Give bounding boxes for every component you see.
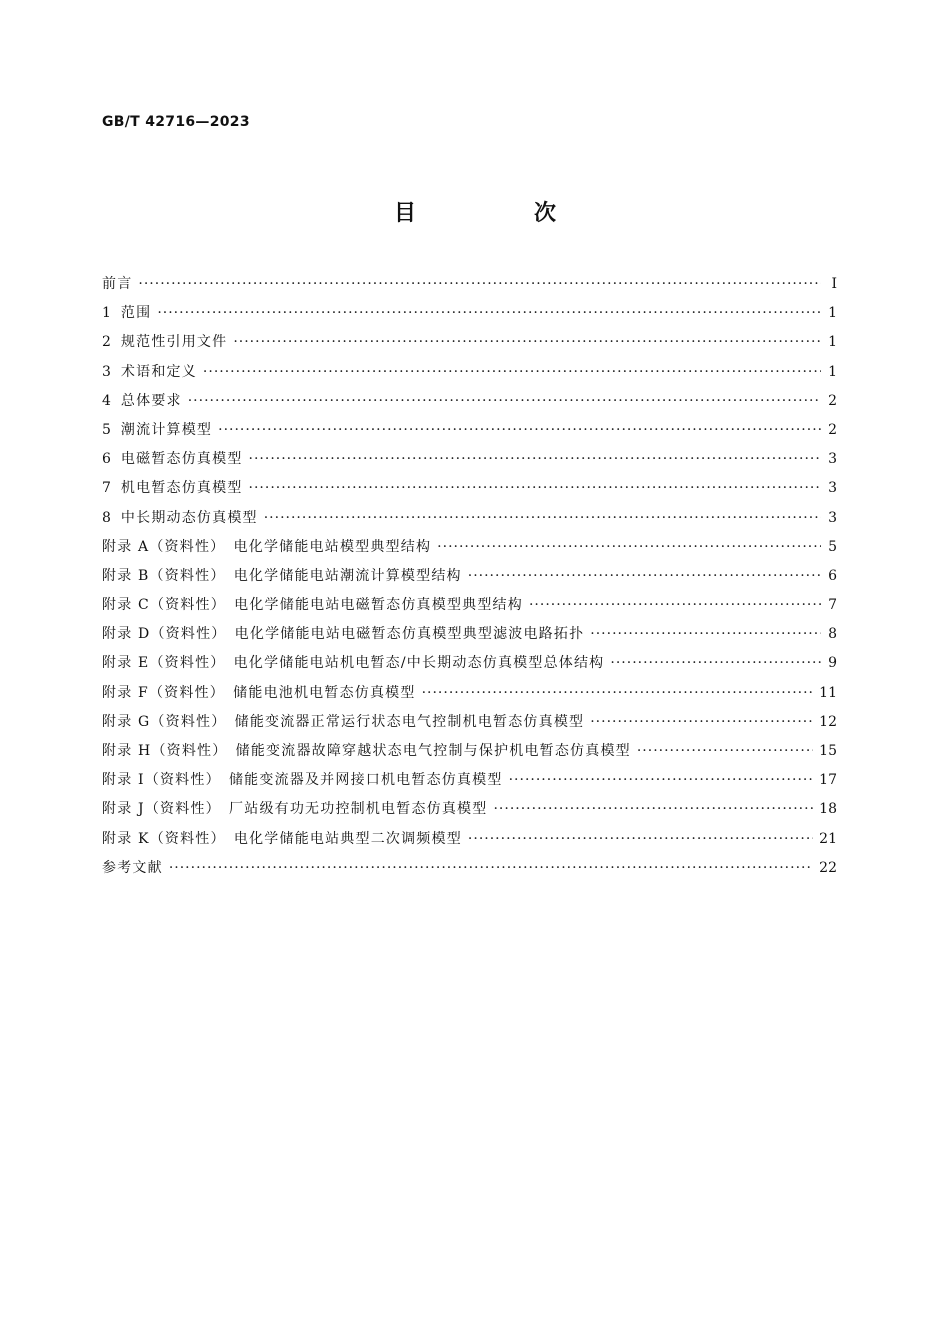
toc-entry-page: Ⅰ	[831, 276, 837, 292]
toc-entry-number: 6	[102, 451, 111, 468]
toc-entry[interactable]	[102, 328, 837, 357]
toc-entry[interactable]	[102, 649, 837, 678]
toc-leader-dots	[590, 620, 821, 649]
toc-entry-title: 附录 G（资料性） 储能变流器正常运行状态电气控制机电暂态仿真模型	[102, 713, 585, 730]
toc-entry[interactable]	[102, 708, 837, 737]
toc-leader-dots	[610, 649, 821, 678]
table-of-contents	[102, 270, 837, 883]
toc-entry-page: 1	[828, 305, 837, 322]
toc-entry-number: 7	[102, 480, 111, 497]
toc-entry-title: 范围	[120, 305, 152, 322]
toc-entry-page: 3	[828, 480, 837, 497]
toc-leader-dots	[422, 679, 814, 708]
toc-leader-dots	[188, 387, 821, 416]
toc-leader-dots	[249, 474, 821, 503]
toc-entry-title: 附录 C（资料性） 电化学储能电站电磁暂态仿真模型典型结构	[102, 597, 523, 614]
toc-leader-dots	[157, 299, 821, 328]
toc-entry[interactable]	[102, 854, 837, 883]
toc-entry-title: 潮流计算模型	[120, 421, 213, 438]
toc-leader-dots	[468, 562, 821, 591]
toc-entry-title: 附录 A（资料性） 电化学储能电站模型典型结构	[102, 538, 432, 555]
toc-entry-page: 9	[828, 655, 837, 672]
toc-entry[interactable]	[102, 533, 837, 562]
toc-entry-page: 18	[819, 801, 837, 818]
toc-entry-title: 附录 F（资料性） 储能电池机电暂态仿真模型	[102, 684, 416, 701]
toc-entry[interactable]	[102, 591, 837, 620]
toc-entry-page: 11	[819, 684, 837, 701]
toc-entry-title: 附录 J（资料性） 厂站级有功无功控制机电暂态仿真模型	[102, 801, 488, 818]
toc-entry-title: 电磁暂态仿真模型	[120, 451, 243, 468]
toc-entry-number: 8	[102, 509, 111, 526]
toc-entry[interactable]	[102, 387, 837, 416]
toc-entry-number: 2	[102, 334, 111, 351]
toc-leader-dots	[249, 445, 821, 474]
toc-entry-page: 17	[819, 772, 837, 789]
toc-leader-dots	[590, 708, 813, 737]
toc-leader-dots	[218, 416, 821, 445]
toc-entry[interactable]	[102, 795, 837, 824]
toc-entry[interactable]	[102, 504, 837, 533]
toc-leader-dots	[468, 825, 813, 854]
toc-entry-page: 15	[819, 743, 837, 759]
toc-leader-dots	[437, 533, 821, 562]
toc-entry-page: 1	[828, 334, 837, 351]
toc-entry-page: 7	[828, 597, 837, 614]
toc-entry-number: 3	[102, 363, 111, 380]
toc-entry-page: 2	[828, 392, 837, 409]
document-code: GB/T 42716—2023	[102, 114, 250, 130]
toc-entry-title: 中长期动态仿真模型	[120, 509, 258, 526]
toc-entry[interactable]	[102, 445, 837, 474]
toc-entry-page: 3	[828, 451, 837, 468]
toc-entry-number: 5	[102, 421, 111, 438]
toc-entry-page: 1	[828, 363, 837, 380]
toc-entry[interactable]	[102, 679, 837, 708]
toc-leader-dots	[264, 504, 821, 533]
toc-entry[interactable]	[102, 620, 837, 649]
toc-entry-page: 8	[828, 626, 837, 643]
toc-entry-title: 附录 B（资料性） 电化学储能电站潮流计算模型结构	[102, 567, 462, 584]
toc-entry[interactable]	[102, 270, 837, 299]
toc-entry-title: 规范性引用文件	[120, 334, 228, 351]
toc-entry-page: 22	[819, 859, 837, 876]
toc-leader-dots	[637, 737, 813, 766]
toc-entry-number: 4	[102, 392, 111, 409]
toc-entry-title: 附录 D（资料性） 电化学储能电站电磁暂态仿真模型典型滤波电路拓扑	[102, 626, 585, 643]
toc-leader-dots	[138, 270, 821, 299]
toc-entry-title: 附录 K（资料性） 电化学储能电站典型二次调频模型	[102, 830, 462, 847]
toc-entry-page: 3	[828, 509, 837, 526]
toc-entry-number: 1	[102, 305, 111, 322]
toc-entry[interactable]	[102, 562, 837, 591]
toc-entry-title: 机电暂态仿真模型	[120, 480, 243, 497]
toc-entry[interactable]	[102, 416, 837, 445]
toc-entry-page: 5	[828, 538, 837, 555]
toc-entry[interactable]	[102, 474, 837, 503]
toc-entry-page: 21	[819, 830, 837, 847]
toc-leader-dots	[169, 854, 813, 883]
toc-entry-title: 术语和定义	[120, 363, 197, 380]
toc-leader-dots	[509, 766, 814, 795]
toc-entry[interactable]	[102, 766, 837, 795]
toc-entry-page: 2	[828, 421, 837, 438]
toc-entry[interactable]	[102, 737, 837, 766]
toc-leader-dots	[203, 358, 821, 387]
toc-entry-title: 前言	[102, 276, 133, 292]
toc-leader-dots	[493, 795, 813, 824]
toc-leader-dots	[529, 591, 821, 620]
toc-entry-title: 附录 E（资料性） 电化学储能电站机电暂态/中长期动态仿真模型总体结构	[102, 655, 605, 672]
toc-entry-page: 12	[819, 713, 837, 730]
toc-entry[interactable]	[102, 299, 837, 328]
toc-entry[interactable]	[102, 358, 837, 387]
toc-entry[interactable]	[102, 825, 837, 854]
toc-entry-title: 参考文献	[102, 859, 163, 876]
toc-entry-page: 6	[828, 567, 837, 584]
toc-entry-title: 附录 H（资料性） 储能变流器故障穿越状态电气控制与保护机电暂态仿真模型	[102, 743, 631, 759]
toc-leader-dots	[233, 328, 821, 357]
toc-entry-title: 附录 I（资料性） 储能变流器及并网接口机电暂态仿真模型	[102, 772, 503, 789]
page-title: 目 次	[393, 201, 604, 226]
toc-entry-title: 总体要求	[120, 392, 182, 409]
